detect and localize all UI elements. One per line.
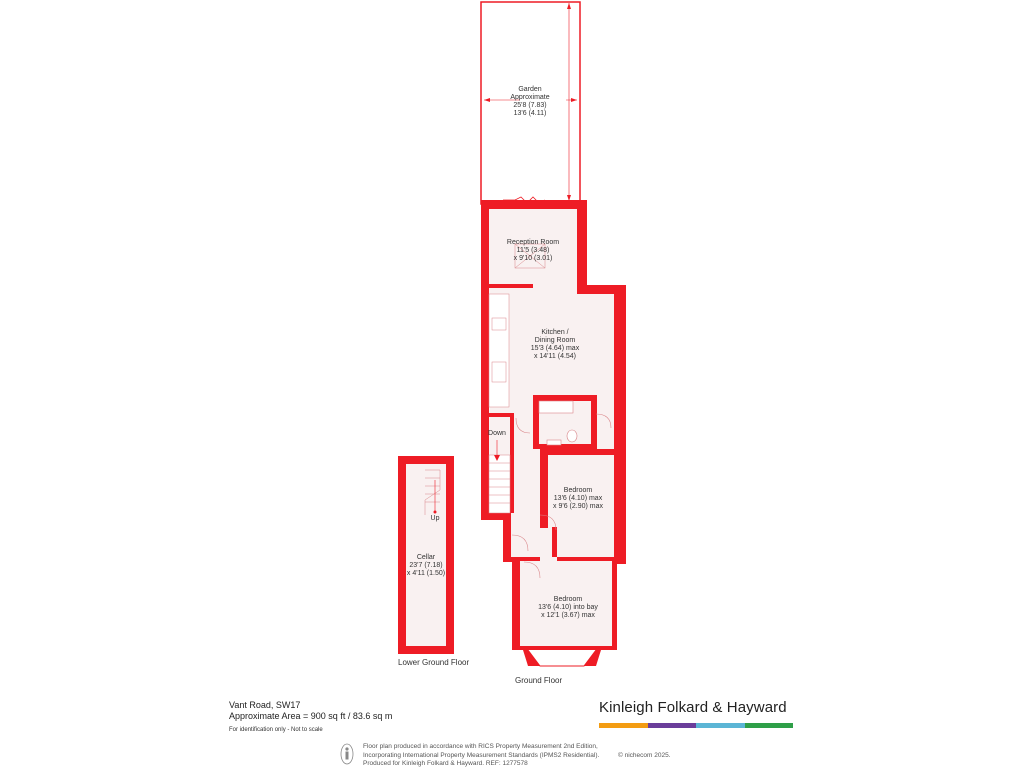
cellar-dim-2: x 4'11 (1.50): [406, 570, 446, 577]
nichecom-credit: © nichecom 2025.: [618, 752, 671, 759]
measurement-icon: [340, 743, 354, 765]
brand-bar-blue: [696, 723, 745, 728]
kitchen-name-1: Kitchen /: [541, 329, 569, 336]
approximate-area: Approximate Area = 900 sq ft / 83.6 sq m: [229, 711, 393, 721]
bedroom1-dim-1: 13'6 (4.10) max: [553, 495, 603, 502]
kitchen-dim-1: 15'3 (4.64) max: [530, 345, 580, 352]
stairs-down-label: Down: [488, 430, 506, 437]
disclaimer: For identification only - Not to scale: [229, 727, 323, 733]
ground-floor-label: Ground Floor: [515, 676, 563, 685]
brand-bar-orange: [599, 723, 648, 728]
garden-approx: Approximate: [510, 94, 550, 101]
bedroom2-name: Bedroom: [553, 596, 583, 603]
garden-name: Garden: [518, 86, 542, 93]
brand-bar-purple: [648, 723, 697, 728]
property-info: [229, 700, 392, 736]
brand-color-bar: [599, 723, 793, 728]
brand-bar-green: [745, 723, 794, 728]
garden-dim-2: 13'6 (4.11): [513, 110, 547, 117]
stairs-up-label: Up: [430, 515, 440, 522]
cellar-name: Cellar: [416, 554, 436, 561]
brand-name: Kinleigh Folkard & Hayward: [599, 699, 787, 716]
lower-ground-floor-label: Lower Ground Floor: [398, 658, 470, 667]
credits-line-2: Incorporating International Property Measurement Standards (IPMS2 Residential).: [363, 751, 600, 759]
garden-dim-1: 25'8 (7.83): [513, 102, 547, 109]
cellar-dim-1: 23'7 (7.18): [409, 562, 443, 569]
bedroom2-dim-2: x 12'1 (3.67) max: [541, 612, 595, 619]
reception-dim-1: 11'5 (3.48): [516, 247, 550, 254]
bedroom1-name: Bedroom: [563, 487, 593, 494]
credits: [363, 743, 599, 769]
credits-line-1: Floor plan produced in accordance with RICS Property Measurement 2nd Edition,: [363, 743, 598, 750]
reception-name: Reception Room: [506, 239, 560, 246]
kitchen-dim-2: x 14'11 (4.54): [533, 353, 577, 360]
address: Vant Road, SW17: [229, 700, 301, 710]
bedroom1-dim-2: x 9'6 (2.90) max: [553, 503, 603, 510]
kitchen-name-2: Dining Room: [534, 337, 576, 344]
credits-line-3: Produced for Kinleigh Folkard & Hayward. REF: 1277578: [363, 760, 528, 767]
reception-dim-2: x 9'10 (3.01): [513, 255, 553, 262]
bedroom2-dim-1: 13'6 (4.10) into bay: [538, 604, 598, 611]
